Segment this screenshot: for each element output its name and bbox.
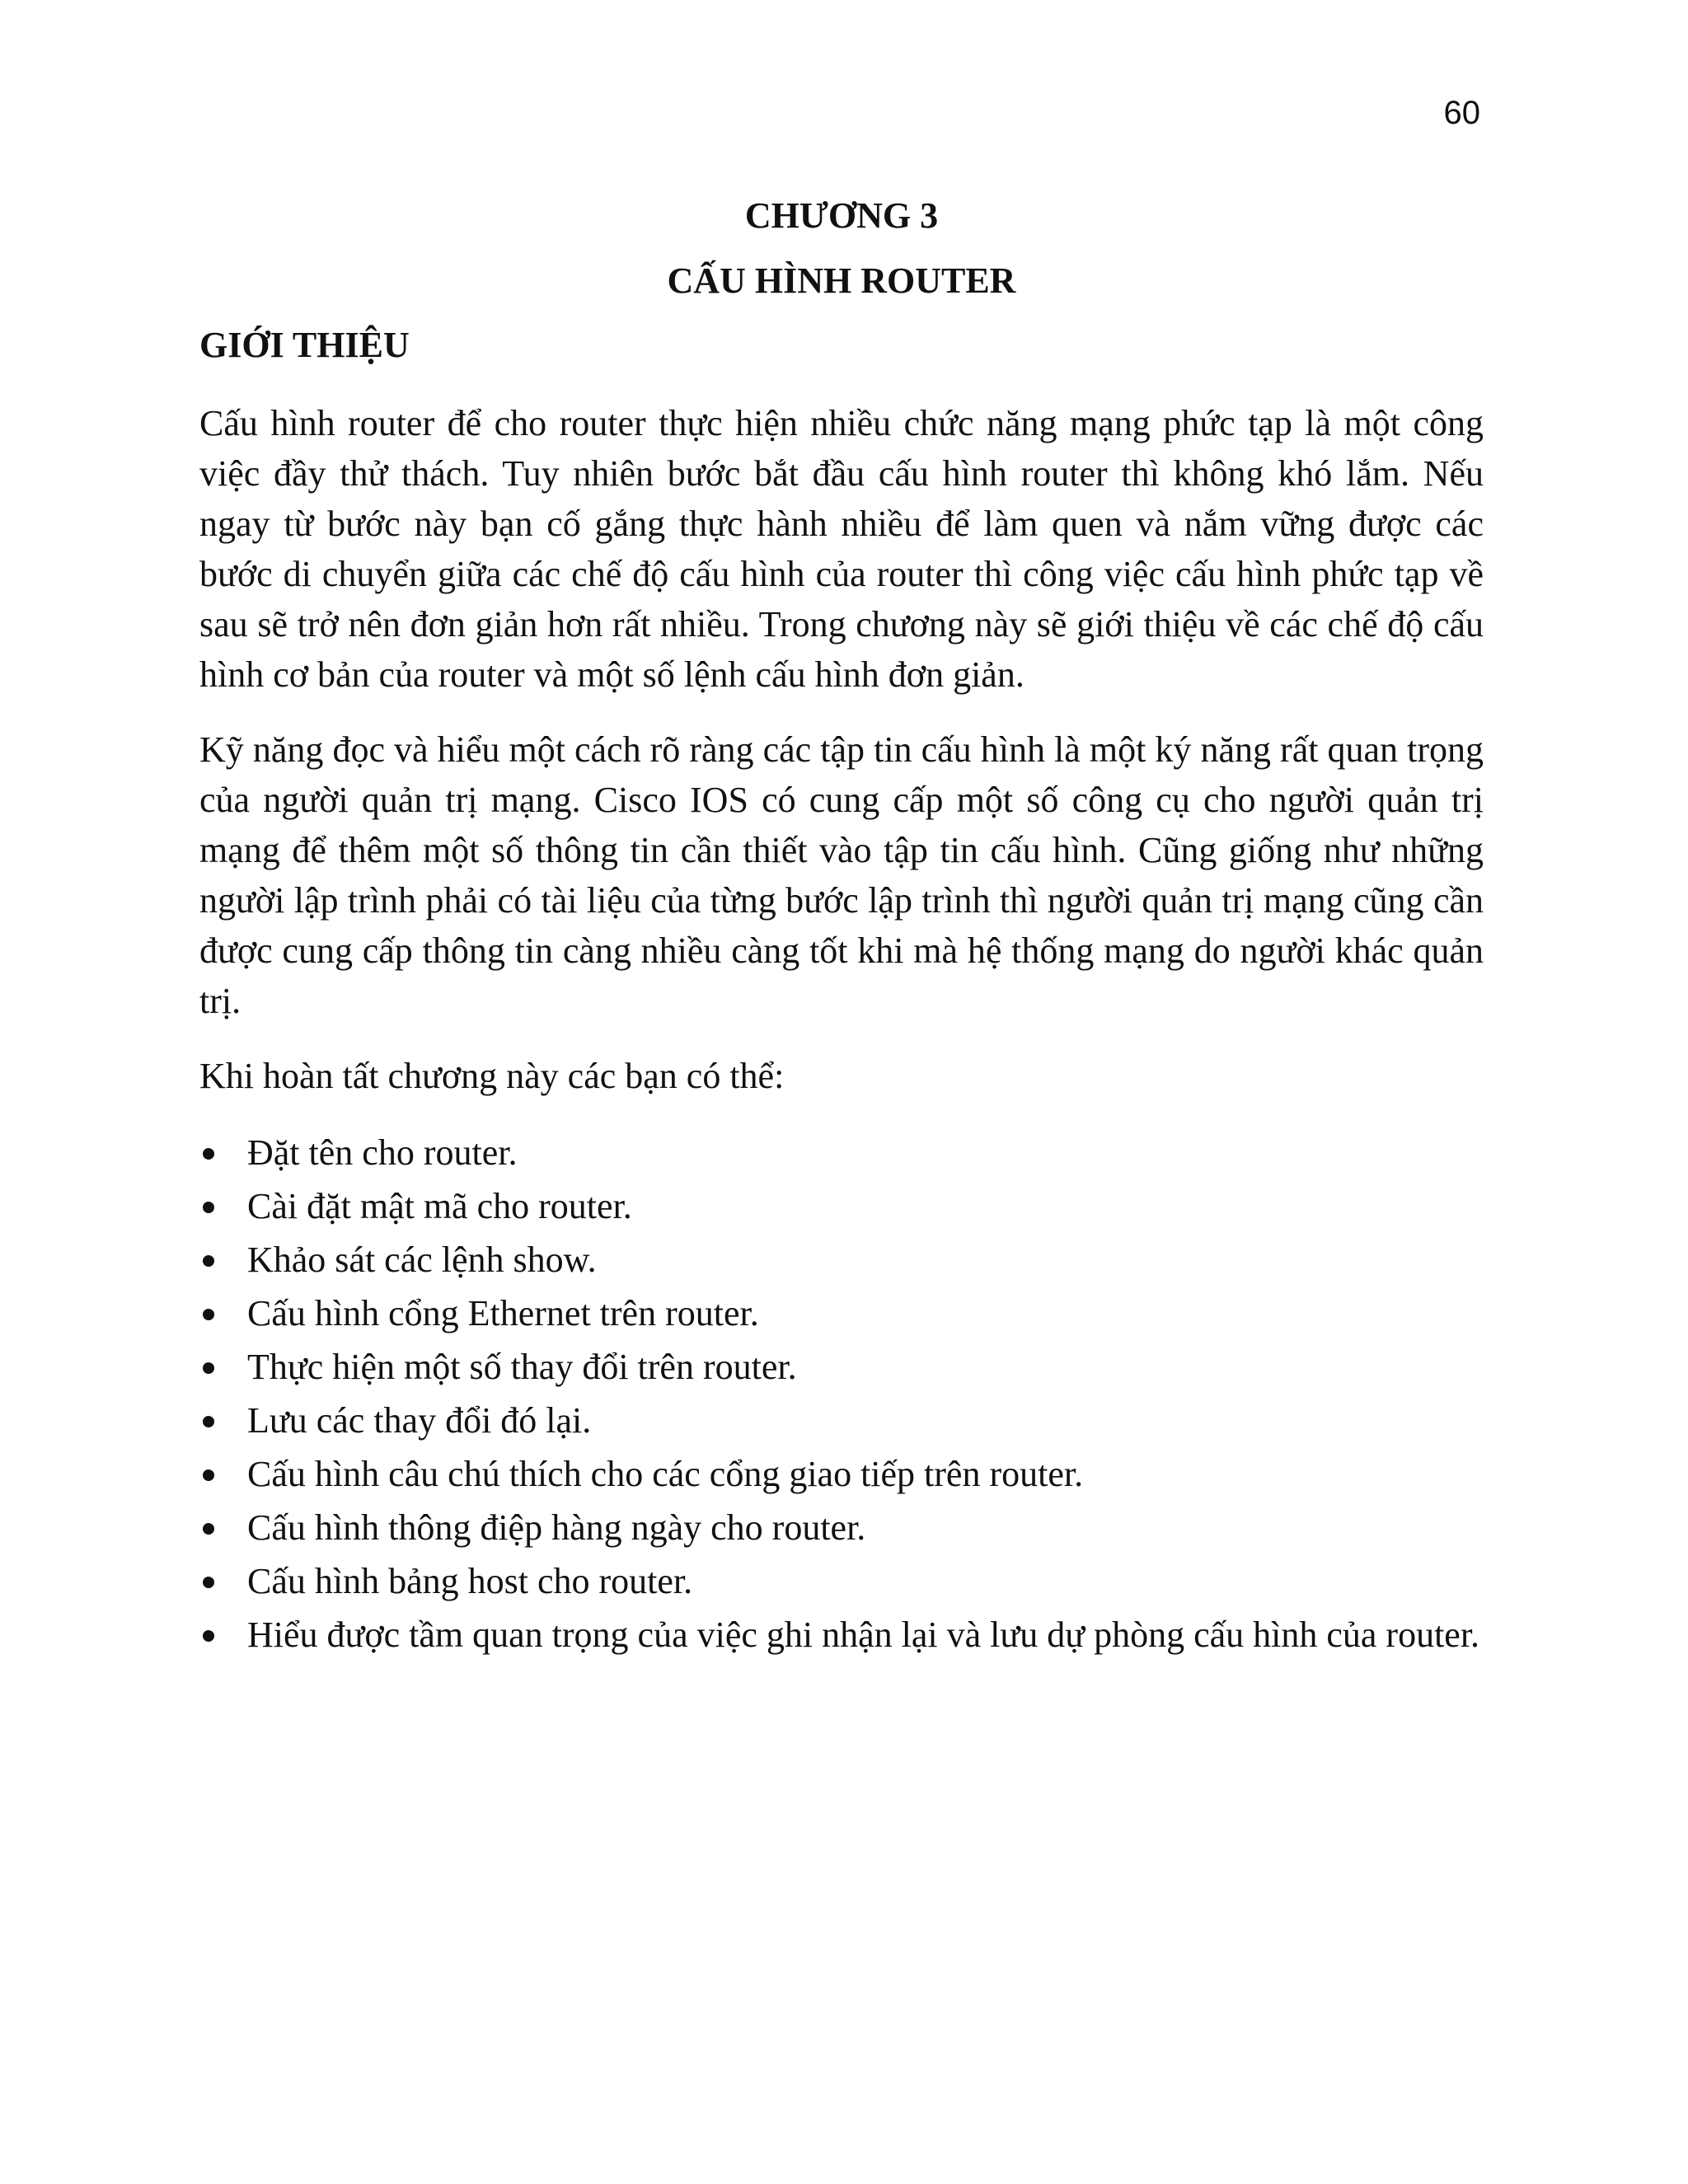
bullet-icon xyxy=(203,1469,214,1481)
list-item-text: Cấu hình thông điệp hàng ngày cho router. xyxy=(247,1507,866,1549)
chapter-label: CHƯƠNG 3 xyxy=(744,195,939,236)
section-heading: GIỚI THIỆU xyxy=(199,324,410,365)
list-item xyxy=(199,1340,1484,1394)
bullet-icon xyxy=(203,1362,214,1374)
list-item xyxy=(199,1126,1484,1179)
bullet-icon xyxy=(203,1202,214,1213)
list-item xyxy=(199,1501,1484,1554)
page-number: 60 xyxy=(1443,95,1480,131)
bullet-icon xyxy=(203,1416,214,1427)
list-item xyxy=(199,1179,1484,1233)
list-item-text: Cài đặt mật mã cho router. xyxy=(247,1186,632,1227)
bullet-icon xyxy=(203,1523,214,1535)
chapter-title: CẤU HÌNH ROUTER xyxy=(667,260,1016,301)
bullet-icon xyxy=(203,1577,214,1588)
bullet-icon xyxy=(203,1309,214,1320)
list-item-text: Cấu hình câu chú thích cho các cổng giao tiếp trên router. xyxy=(247,1454,1084,1495)
list-item xyxy=(199,1554,1484,1608)
list-item-text: Đặt tên cho router. xyxy=(247,1132,518,1174)
list-item-text: Cấu hình bảng host cho router. xyxy=(247,1561,693,1602)
objectives-intro: Khi hoàn tất chương này các bạn có thể: xyxy=(199,1056,785,1097)
bullet-icon xyxy=(203,1148,214,1160)
list-item xyxy=(199,1447,1484,1501)
list-item-text: Lưu các thay đổi đó lại. xyxy=(247,1400,592,1441)
list-item-text: Khảo sát các lệnh show. xyxy=(247,1240,597,1281)
list-item xyxy=(199,1394,1484,1447)
list-item-text: Cấu hình cổng Ethernet trên router. xyxy=(247,1293,759,1334)
bullet-icon xyxy=(203,1630,214,1642)
list-item xyxy=(199,1233,1484,1286)
list-item xyxy=(199,1608,1484,1661)
bullet-icon xyxy=(203,1255,214,1267)
intro-paragraph-2: Kỹ năng đọc và hiểu một cách rõ ràng các tập tin cấu hình là một ký năng rất quan trọng của người quản trị mạng. Cisco IOS có cung cấp một số công cụ cho người quản trị mạng để thêm một số thông tin cần thiết vào tập tin cấu hình. Cũng giống như những người lập trình phải có tài liệu của từng bước lập trình thì người quản trị mạng cũng cần được cung cấp thông tin càng nhiều càng tốt khi mà hệ thống mạng do người khác quản trị. xyxy=(199,729,1484,1022)
list-item-text: Thực hiện một số thay đổi trên router. xyxy=(247,1347,797,1388)
intro-paragraph-1: Cấu hình router để cho router thực hiện nhiều chức năng mạng phức tạp là một công việc đầy thử thách. Tuy nhiên bước bắt đầu cấu hình router thì không khó lắm. Nếu ngay từ bước này bạn cố gắng thực hành nhiều để làm quen và nắm vững được các bước di chuyển giữa các chế độ cấu hình của router thì công việc cấu hình phức tạp về sau sẽ trở nên đơn giản hơn rất nhiều. Trong chương này sẽ giới thiệu về các chế độ cấu hình cơ bản của router và một số lệnh cấu hình đơn giản. xyxy=(199,403,1484,696)
list-item xyxy=(199,1286,1484,1340)
objectives-list xyxy=(199,1126,1484,1661)
page-content xyxy=(199,194,1484,1661)
list-item-text: Hiểu được tầm quan trọng của việc ghi nhận lại và lưu dự phòng cấu hình của router. xyxy=(247,1615,1480,1656)
